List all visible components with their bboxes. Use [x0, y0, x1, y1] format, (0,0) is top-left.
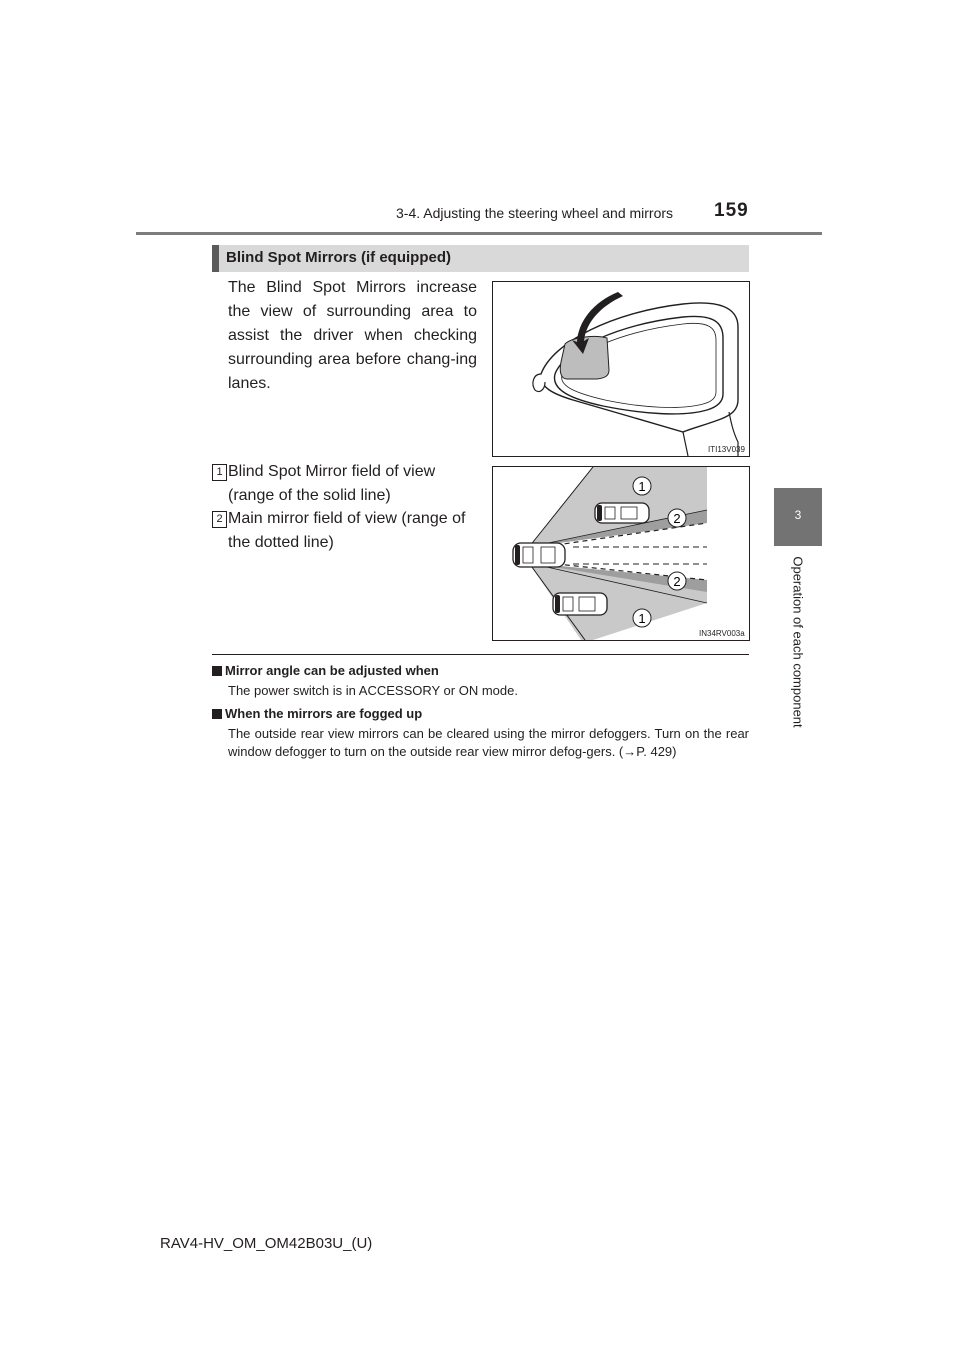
note-body: The power switch is in ACCESSORY or ON mode. [228, 683, 518, 698]
header-section-title: 3-4. Adjusting the steering wheel and mirrors [396, 205, 674, 221]
note-heading-text: When the mirrors are fogged up [225, 706, 423, 721]
section-heading [212, 245, 749, 272]
upper-vehicle-icon [595, 503, 649, 523]
mirror-drawing [493, 282, 749, 456]
mirror-illustration [492, 281, 750, 457]
section-heading-accent [212, 245, 219, 272]
main-vehicle-icon [513, 543, 565, 567]
figure-code: IN34RV003a [699, 629, 745, 638]
header-divider [136, 232, 822, 235]
callout-label: 2 [673, 574, 681, 589]
lower-vehicle-icon [553, 593, 607, 615]
legend-number: 2 [212, 511, 227, 528]
section-title: Blind Spot Mirrors (if equipped) [226, 249, 451, 266]
field-of-view-diagram [492, 466, 750, 641]
chapter-label: Operation of each component [790, 556, 806, 728]
field-of-view-drawing [493, 467, 749, 640]
note-heading [212, 663, 439, 678]
legend-text: Main mirror field of view (range of the dotted line) [228, 510, 466, 551]
note-heading [212, 706, 422, 721]
note-heading-text: Mirror angle can be adjusted when [225, 663, 439, 678]
legend-text: Blind Spot Mirror field of view (range of the solid line) [228, 463, 436, 504]
callout-label: 2 [673, 511, 681, 526]
document-code: RAV4-HV_OM_OM42B03U_(U) [160, 1235, 373, 1252]
callout-label: 1 [638, 611, 646, 626]
callout-label: 1 [638, 479, 646, 494]
legend-number: 1 [212, 464, 227, 481]
mirror-base-line [683, 432, 688, 456]
chapter-tab [774, 488, 822, 546]
notes-divider [212, 654, 749, 655]
square-bullet-icon [212, 709, 222, 719]
square-bullet-icon [212, 666, 222, 676]
intro-paragraph: The Blind Spot Mirrors increase the view of surrounding area to assist the driver when checking surrounding area before chang-ing lanes. [228, 279, 477, 392]
page-number: 159 [714, 200, 749, 221]
note-body: The outside rear view mirrors can be cleared using the mirror defoggers. Turn on the rear window defogger to turn on the outside rear view mirror defog-gers. (→P. 429) [228, 726, 749, 759]
figure-code: ITI13V039 [708, 445, 745, 454]
chapter-number: 3 [794, 508, 802, 522]
